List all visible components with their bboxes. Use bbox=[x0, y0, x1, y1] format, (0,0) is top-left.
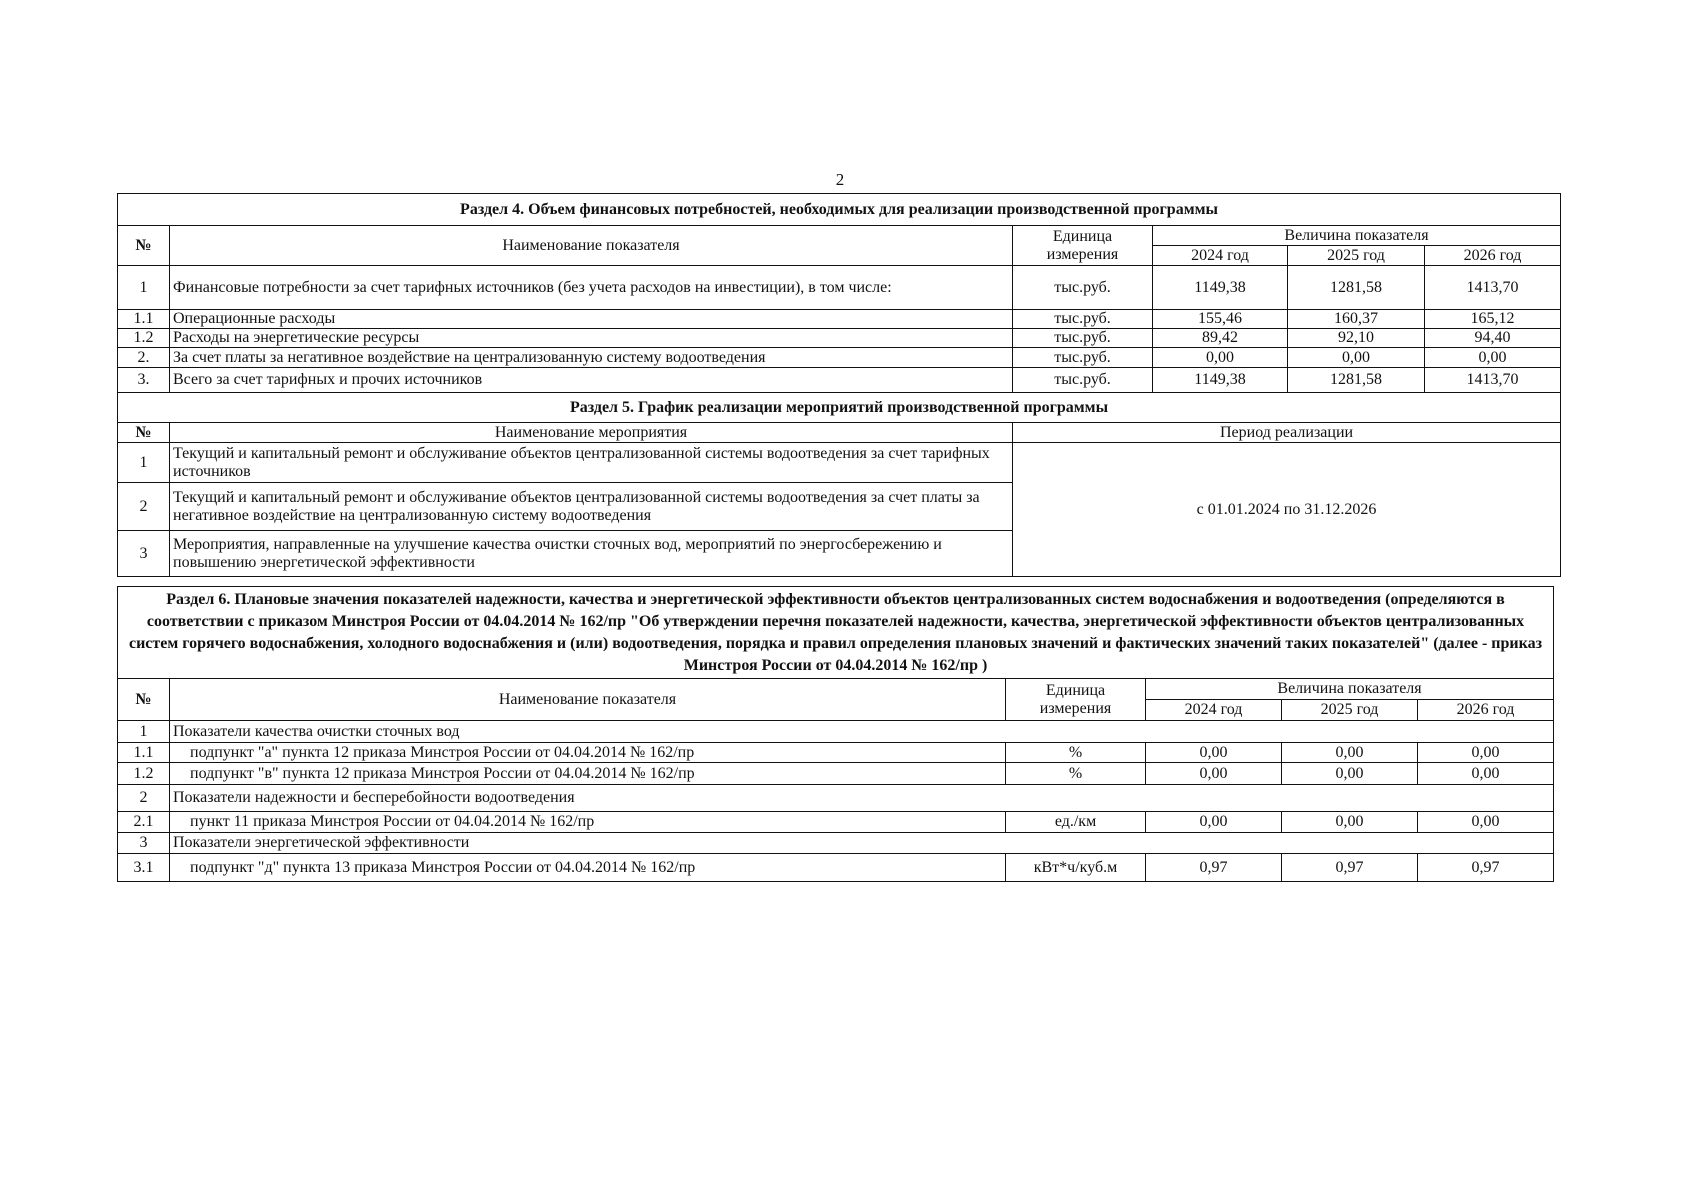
row-number: 1 bbox=[118, 266, 170, 310]
sections-4-5-table bbox=[117, 193, 1561, 577]
row-number: 1.2 bbox=[118, 763, 170, 785]
section-5-title: Раздел 5. График реализации мероприятий производственной программы bbox=[118, 393, 1561, 423]
section-4-title: Раздел 4. Объем финансовых потребностей, необходимых для реализации производственной программы bbox=[118, 194, 1561, 226]
row-number: 1.1 bbox=[118, 310, 170, 329]
row-name: Текущий и капитальный ремонт и обслуживание объектов централизованной системы водоотведения за счет платы за негативное воздействие на централизованную систему водоотведения bbox=[170, 483, 1013, 531]
row-value: 1149,38 bbox=[1153, 368, 1288, 393]
row-value: 94,40 bbox=[1425, 329, 1561, 348]
column-header-year: 2024 год bbox=[1153, 246, 1288, 266]
row-value: 1413,70 bbox=[1425, 266, 1561, 310]
row-value: 0,97 bbox=[1146, 854, 1282, 882]
row-name: Операционные расходы bbox=[170, 310, 1013, 329]
row-value: 0,00 bbox=[1146, 763, 1282, 785]
table-row bbox=[118, 812, 1554, 833]
row-number: 2. bbox=[118, 348, 170, 368]
row-value: 165,12 bbox=[1425, 310, 1561, 329]
row-value: 0,00 bbox=[1282, 812, 1418, 833]
row-value: 155,46 bbox=[1153, 310, 1288, 329]
group-row bbox=[118, 721, 1554, 743]
table-row bbox=[118, 854, 1554, 882]
column-header-number: № bbox=[118, 226, 170, 266]
group-name: Показатели энергетической эффективности bbox=[170, 833, 1554, 854]
table-row bbox=[118, 348, 1561, 368]
table-row bbox=[118, 329, 1561, 348]
row-value: 1281,58 bbox=[1288, 368, 1425, 393]
row-number: 3. bbox=[118, 368, 170, 393]
section-6-title: Раздел 6. Плановые значения показателей надежности, качества и энергетической эффективности объектов централизованных систем водоснабжения и водоотведения (определяются в соответствии с приказом Минстроя России от 04.04.2014 № 162/пр "Об утверждении перечня показателей надежности, качества, энергетической эффективности объектов централизованных систем горячего водоснабжения, холодного водоснабжения и (или) водоотведения, порядка и правил определения плановых значений и фактических значений таких показателей" (далее - приказ Минстроя России от 04.04.2014 № 162/пр ) bbox=[118, 587, 1554, 679]
row-unit: тыс.руб. bbox=[1013, 310, 1153, 329]
column-header-year: 2025 год bbox=[1288, 246, 1425, 266]
row-unit: % bbox=[1006, 743, 1146, 763]
row-unit: кВт*ч/куб.м bbox=[1006, 854, 1146, 882]
row-number: 2 bbox=[118, 483, 170, 531]
page-number: 2 bbox=[835, 170, 845, 189]
row-value: 0,00 bbox=[1418, 763, 1554, 785]
row-name: Текущий и капитальный ремонт и обслуживание объектов централизованной системы водоотведения за счет тарифных источников bbox=[170, 443, 1013, 483]
implementation-period: с 01.01.2024 по 31.12.2026 bbox=[1013, 443, 1561, 577]
row-number: 1 bbox=[118, 721, 170, 743]
row-value: 0,00 bbox=[1288, 348, 1425, 368]
row-name: Финансовые потребности за счет тарифных источников (без учета расходов на инвестиции), в том числе: bbox=[170, 266, 1013, 310]
row-name: подпункт "д" пункта 13 приказа Минстроя России от 04.04.2014 № 162/пр bbox=[170, 854, 1006, 882]
row-value: 0,00 bbox=[1425, 348, 1561, 368]
row-name: Всего за счет тарифных и прочих источников bbox=[170, 368, 1013, 393]
row-number: 2.1 bbox=[118, 812, 170, 833]
table-row bbox=[118, 743, 1554, 763]
row-value: 0,97 bbox=[1418, 854, 1554, 882]
row-unit: тыс.руб. bbox=[1013, 329, 1153, 348]
column-header-activity: Наименование мероприятия bbox=[170, 423, 1013, 443]
row-number: 1.2 bbox=[118, 329, 170, 348]
row-value: 0,00 bbox=[1153, 348, 1288, 368]
table-row bbox=[118, 763, 1554, 785]
column-header-year: 2024 год bbox=[1146, 700, 1282, 721]
row-unit: % bbox=[1006, 763, 1146, 785]
column-header-number: № bbox=[118, 679, 170, 721]
row-name: Мероприятия, направленные на улучшение качества очистки сточных вод, мероприятий по энергосбережению и повышению энергетической эффективности bbox=[170, 531, 1013, 577]
row-value: 0,00 bbox=[1282, 763, 1418, 785]
row-unit: тыс.руб. bbox=[1013, 266, 1153, 310]
row-value: 0,97 bbox=[1282, 854, 1418, 882]
row-name: За счет платы за негативное воздействие на централизованную систему водоотведения bbox=[170, 348, 1013, 368]
row-value: 1413,70 bbox=[1425, 368, 1561, 393]
table-row bbox=[118, 266, 1561, 310]
row-name: Расходы на энергетические ресурсы bbox=[170, 329, 1013, 348]
column-header-number: № bbox=[118, 423, 170, 443]
row-number: 3.1 bbox=[118, 854, 170, 882]
row-name: подпункт "а" пункта 12 приказа Минстроя России от 04.04.2014 № 162/пр bbox=[170, 743, 1006, 763]
row-number: 2 bbox=[118, 785, 170, 812]
section-6-table bbox=[117, 586, 1554, 882]
row-number: 3 bbox=[118, 531, 170, 577]
row-value: 0,00 bbox=[1146, 743, 1282, 763]
row-number: 1 bbox=[118, 443, 170, 483]
row-name: подпункт "в" пункта 12 приказа Минстроя России от 04.04.2014 № 162/пр bbox=[170, 763, 1006, 785]
column-header-year: 2026 год bbox=[1418, 700, 1554, 721]
column-header-name: Наименование показателя bbox=[170, 679, 1006, 721]
row-value: 92,10 bbox=[1288, 329, 1425, 348]
row-name: пункт 11 приказа Минстроя России от 04.04.2014 № 162/пр bbox=[170, 812, 1006, 833]
row-value: 0,00 bbox=[1418, 743, 1554, 763]
row-unit: тыс.руб. bbox=[1013, 368, 1153, 393]
row-value: 0,00 bbox=[1282, 743, 1418, 763]
column-header-name: Наименование показателя bbox=[170, 226, 1013, 266]
row-value: 1281,58 bbox=[1288, 266, 1425, 310]
table-row bbox=[118, 368, 1561, 393]
column-header-year: 2026 год bbox=[1425, 246, 1561, 266]
group-name: Показатели надежности и бесперебойности водоотведения bbox=[170, 785, 1554, 812]
column-header-period: Период реализации bbox=[1013, 423, 1561, 443]
group-row bbox=[118, 785, 1554, 812]
row-unit: тыс.руб. bbox=[1013, 348, 1153, 368]
group-name: Показатели качества очистки сточных вод bbox=[170, 721, 1554, 743]
row-number: 1.1 bbox=[118, 743, 170, 763]
row-number: 3 bbox=[118, 833, 170, 854]
row-value: 0,00 bbox=[1418, 812, 1554, 833]
group-row bbox=[118, 833, 1554, 854]
row-value: 89,42 bbox=[1153, 329, 1288, 348]
row-value: 0,00 bbox=[1146, 812, 1282, 833]
column-header-unit: Единица измерения bbox=[1013, 226, 1153, 266]
row-value: 1149,38 bbox=[1153, 266, 1288, 310]
column-header-value: Величина показателя bbox=[1146, 679, 1554, 700]
table-row bbox=[118, 310, 1561, 329]
column-header-unit: Единица измерения bbox=[1006, 679, 1146, 721]
column-header-value: Величина показателя bbox=[1153, 226, 1561, 246]
table-row bbox=[118, 443, 1561, 483]
row-unit: ед./км bbox=[1006, 812, 1146, 833]
row-value: 160,37 bbox=[1288, 310, 1425, 329]
column-header-year: 2025 год bbox=[1282, 700, 1418, 721]
